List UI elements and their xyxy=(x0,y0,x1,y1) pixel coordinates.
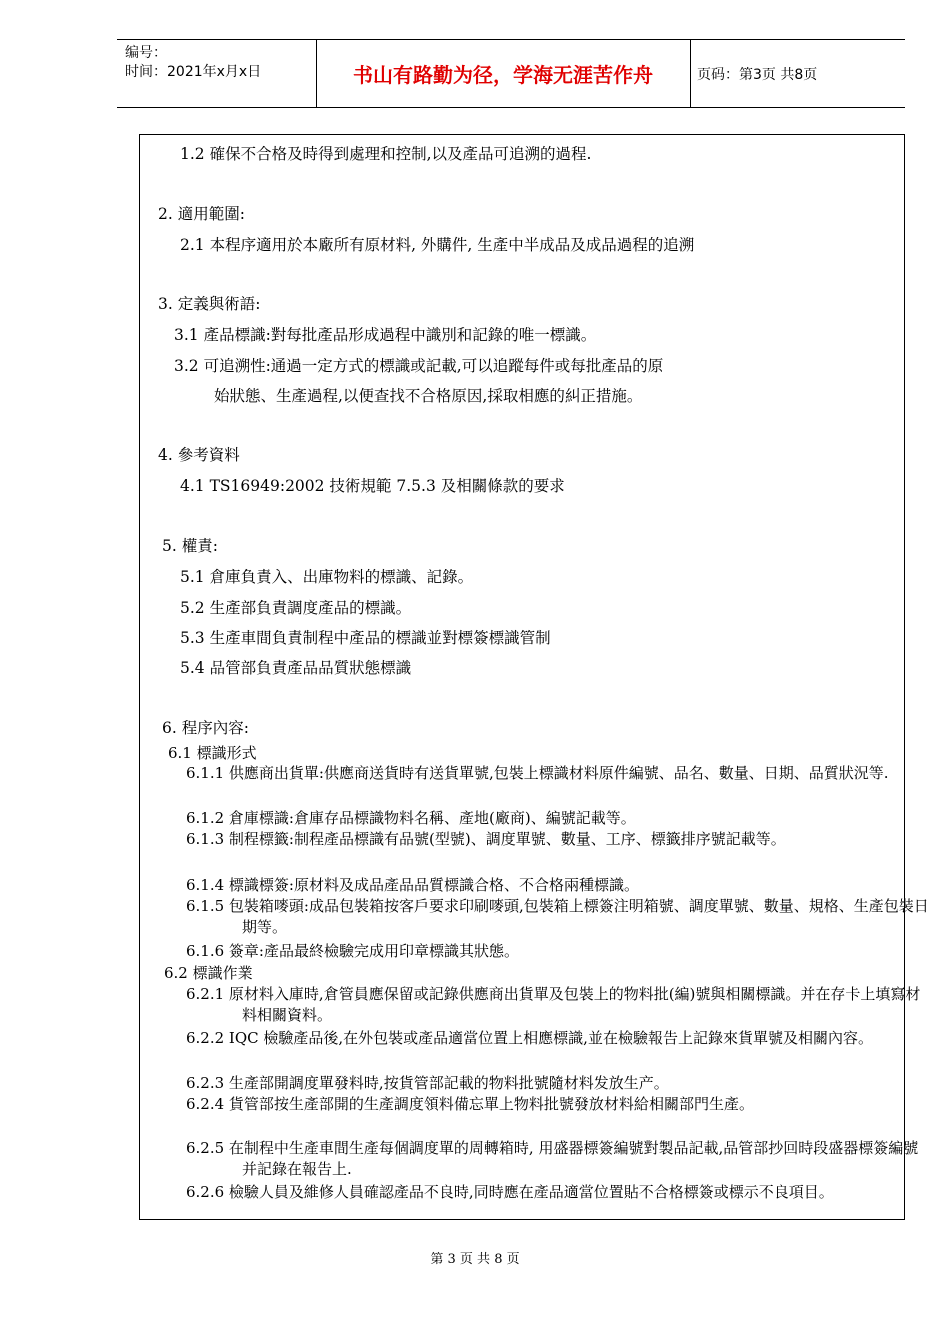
page-header xyxy=(117,39,905,108)
section-2-heading: 2. 適用範圍: xyxy=(158,205,245,223)
clause-6-1-3: 6.1.3 制程標籤:制程產品標識有品號(型號)、調度單號、數量、工序、標籤排序號記載等。 xyxy=(186,830,786,848)
clause-3-2-cont: 始狀態、生產過程,以便查找不合格原因,採取相應的糾正措施。 xyxy=(214,387,643,405)
section-6-heading: 6. 程序內容: xyxy=(162,719,249,737)
section-4-heading: 4. 參考資料 xyxy=(158,446,240,464)
page-footer: 第 3 页 共 8 页 xyxy=(430,1252,520,1267)
clause-6-1-5: 6.1.5 包裝箱嘜頭:成品包裝箱按客戶要求印刷嘜頭,包裝箱上標簽注明箱號、調度單號、數量、規格、生產包裝日期等。 xyxy=(186,897,929,936)
clause-6-2-1: 6.2.1 原材料入庫時,倉管員應保留或記錄供應商出貨單及包裝上的物料批(編)號與相關標識。并在存卡上填寫材料相關資料。 xyxy=(186,985,921,1024)
section-3-heading: 3. 定義與術語: xyxy=(158,295,261,313)
content-box xyxy=(139,134,929,1220)
clause-5-1: 5.1 倉庫負責入、出庫物料的標識、記錄。 xyxy=(180,568,474,586)
clause-6-2-6: 6.2.6 檢驗人員及維修人員確認產品不良時,同時應在產品適當位置貼不合格標簽或標示不良項目。 xyxy=(186,1183,834,1201)
clause-4-1: 4.1 TS16949:2002 技術規範 7.5.3 及相關條款的要求 xyxy=(180,477,565,495)
clause-5-4: 5.4 品管部負責產品品質狀態標識 xyxy=(180,659,412,677)
clause-2-1: 2.1 本程序適用於本廠所有原材料, 外購件, 生產中半成品及成品過程的追溯 xyxy=(180,236,695,254)
header-page-info: 页码：第3页 共8页 xyxy=(697,67,818,83)
clause-6-2-2: 6.2.2 IQC 檢驗產品後,在外包裝或產品適當位置上相應標識,並在檢驗報告上記錄來貨單號及相關內容。 xyxy=(186,1029,873,1047)
clause-6-2-5: 6.2.5 在制程中生產車間生產每個調度單的周轉箱時, 用盛器標簽編號對製品記載,品管部抄回時段盛器標簽編號并記錄在報告上. xyxy=(186,1139,919,1178)
clause-6-1-2: 6.1.2 倉庫標識:倉庫存品標識物料名稱、產地(廠商)、編號記載等。 xyxy=(186,809,636,827)
clause-6-1: 6.1 標識形式 xyxy=(168,744,257,762)
clause-6-1-1: 6.1.1 供應商出貨單:供應商送貨時有送貨單號,包裝上標識材料原件編號、品名、數量、日期、品質狀況等. xyxy=(186,764,889,782)
clause-3-2: 3.2 可追溯性:通過一定方式的標識或記載,可以追蹤每件或每批產品的原 xyxy=(174,357,664,375)
clause-5-2: 5.2 生產部負責調度產品的標識。 xyxy=(180,599,412,617)
clause-3-1: 3.1 產品標識:對每批產品形成過程中識別和記錄的唯一標識。 xyxy=(174,326,597,344)
clause-1-2: 1.2 確保不合格及時得到處理和控制,以及產品可追溯的過程. xyxy=(180,145,592,163)
header-divider xyxy=(690,40,691,107)
clause-6-2: 6.2 標識作業 xyxy=(164,964,253,982)
header-motto: 书山有路勤为径，学海无涯苦作舟 xyxy=(353,63,653,87)
header-left xyxy=(125,44,261,82)
clause-6-1-6: 6.1.6 簽章:產品最終檢驗完成用印章標識其狀態。 xyxy=(186,942,519,960)
clause-6-2-3: 6.2.3 生產部開調度單發料時,按貨管部記載的物料批號隨材料发放生产。 xyxy=(186,1074,669,1092)
clause-6-2-4: 6.2.4 貨管部按生產部開的生產調度領料備忘單上物料批號發放材料給相關部門生產。 xyxy=(186,1095,754,1113)
clause-5-3: 5.3 生產車間負責制程中產品的標識並對標簽標識管制 xyxy=(180,629,551,647)
document-time-label: 时间：2021年x月x日 xyxy=(125,64,262,80)
clause-6-1-4: 6.1.4 標識標簽:原材料及成品產品品質標識合格、不合格兩種標識。 xyxy=(186,876,639,894)
document-number-label: 编号： xyxy=(125,45,167,61)
section-5-heading: 5. 權責: xyxy=(162,537,218,555)
